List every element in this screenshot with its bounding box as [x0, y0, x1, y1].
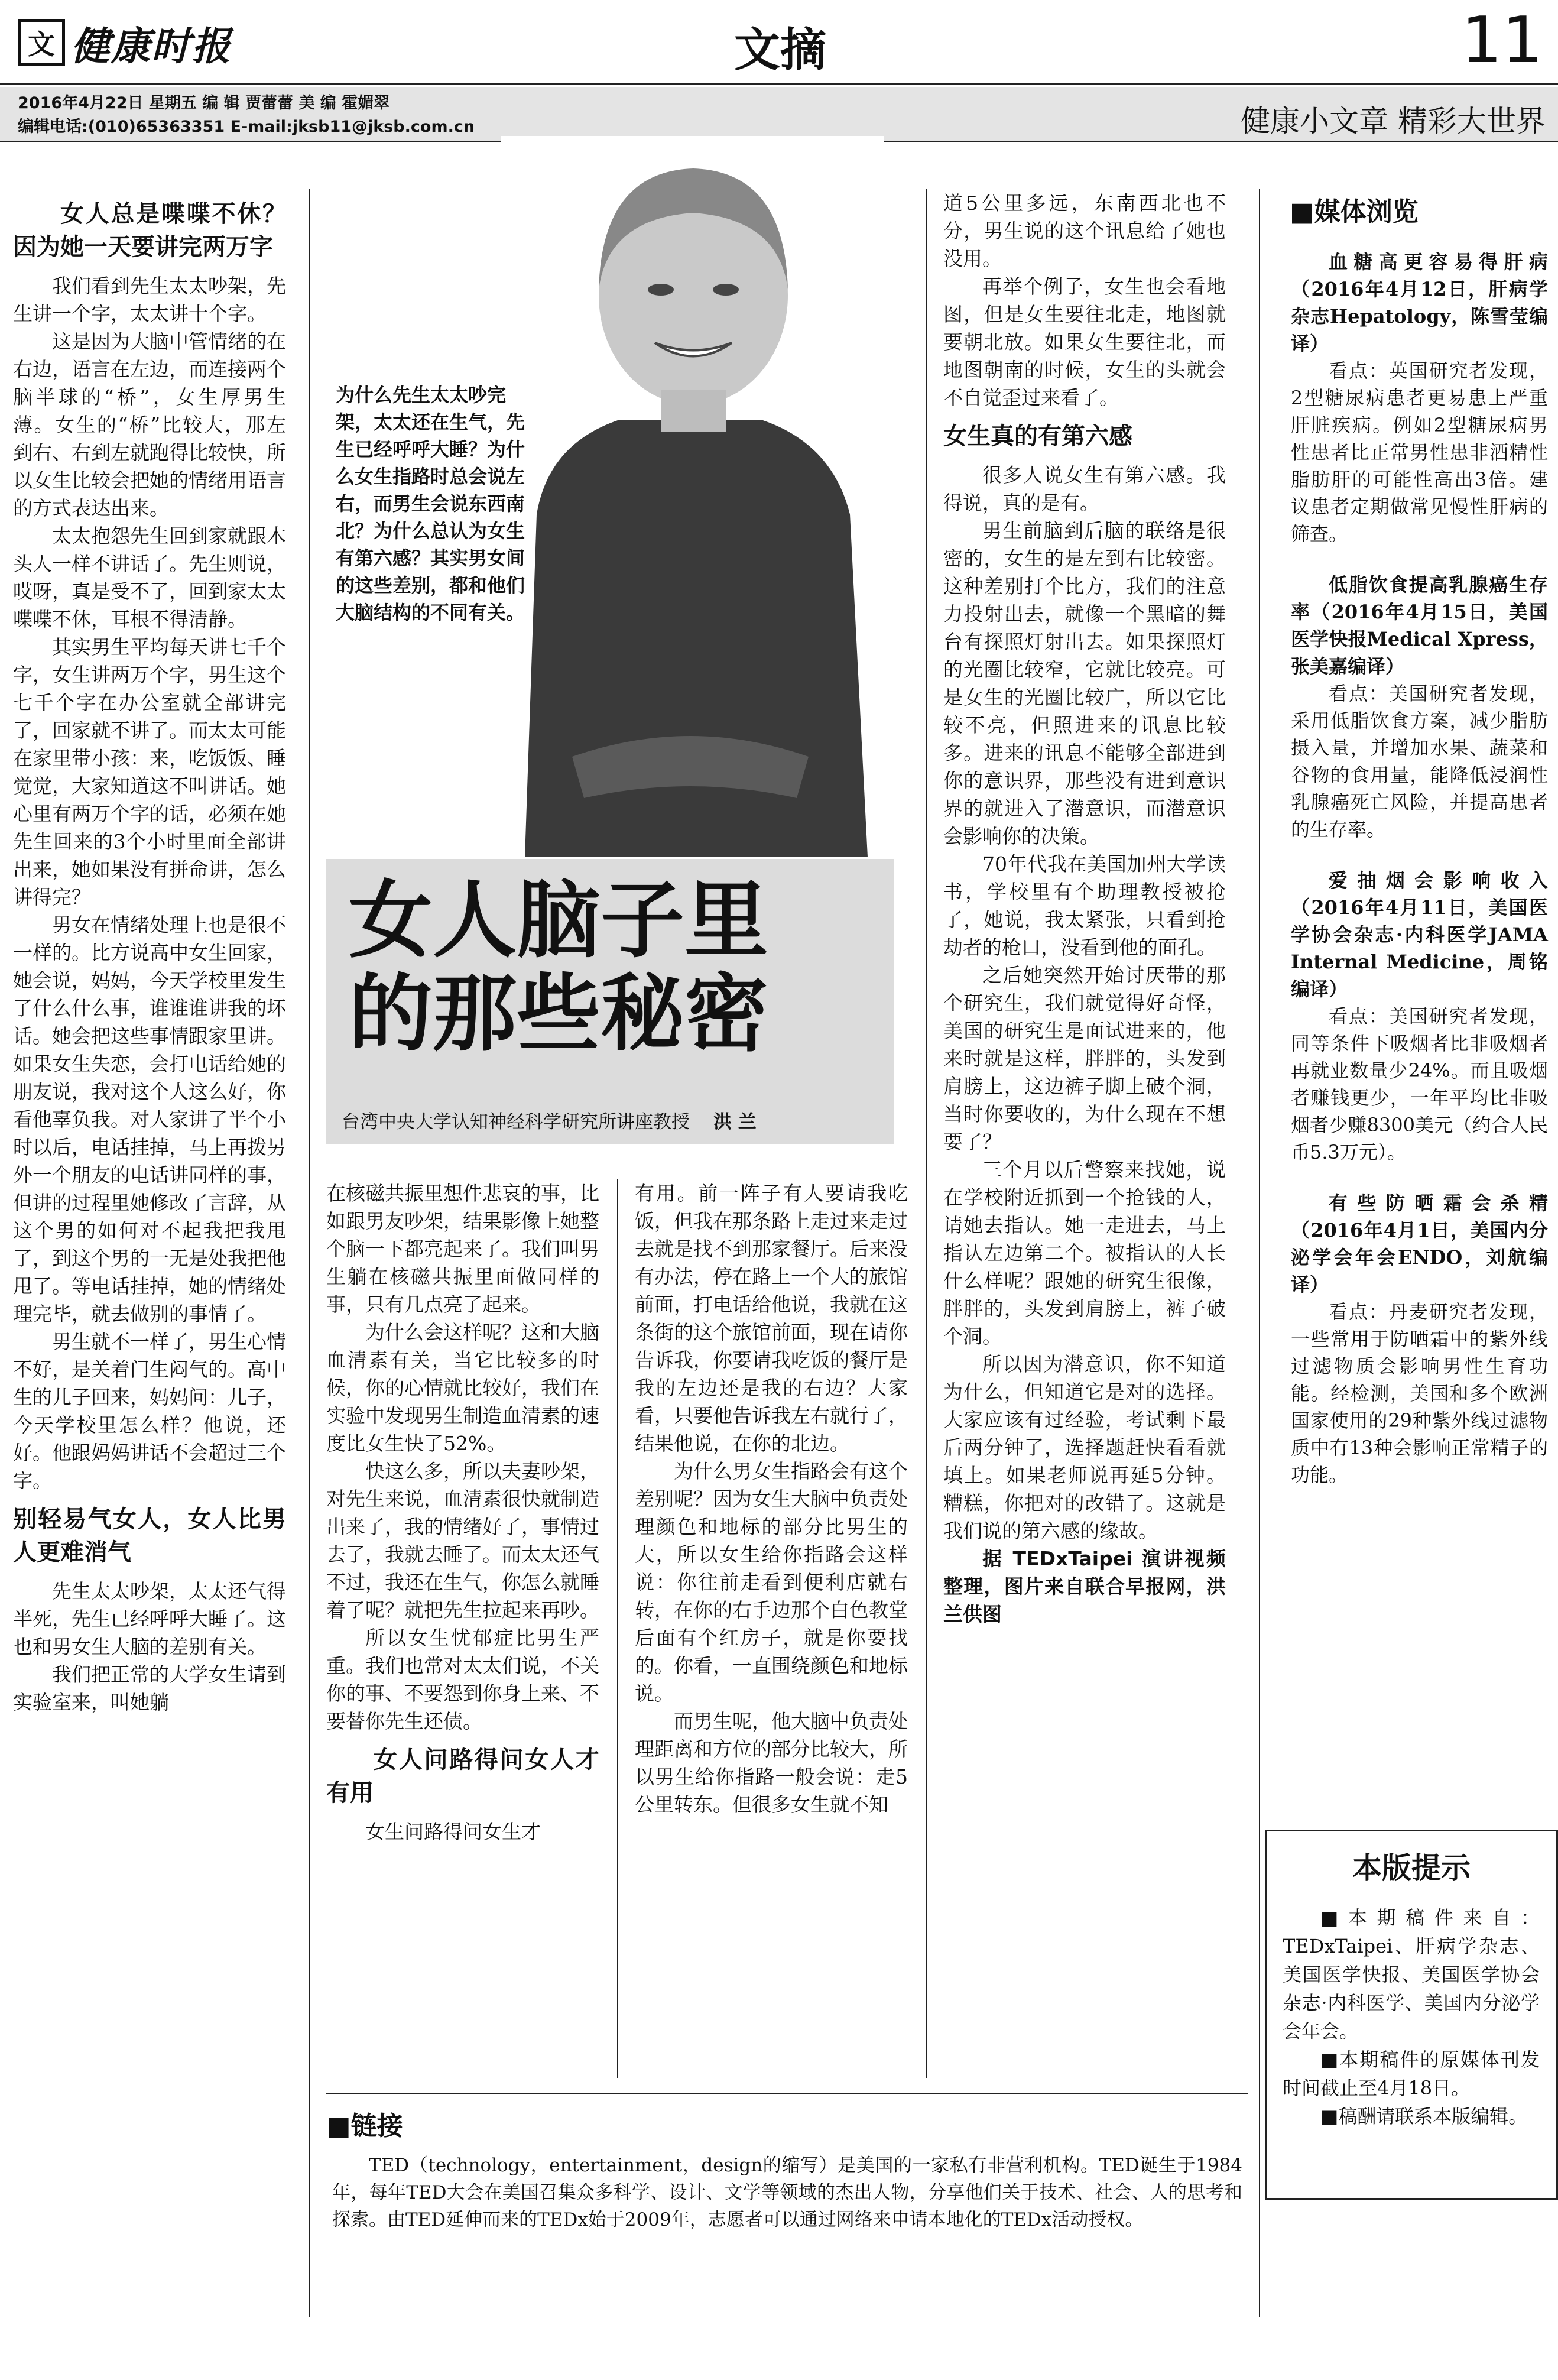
paragraph: 再举个例子，女生也会看地图，但是女生要往北走，地图就要朝北放。如果女生要往北，而地图朝南的时候，女生的头就会不自觉歪过来看了。: [943, 275, 1226, 409]
column-divider: [309, 189, 310, 2317]
headline-line-1: 女人脑子里: [349, 871, 768, 969]
newspaper-logo-icon: 文: [18, 19, 65, 66]
paragraph: 男生就不一样了，男生心情不好，是关着门生闷气的。高中生的儿子回来，妈妈问：儿子，今天学校里怎么样？他说，还好。他跟妈妈讲话不会超过三个字。: [13, 1330, 286, 1492]
tips-body: [1283, 1904, 1540, 2131]
paragraph: 我们把正常的大学女生请到实验室来，叫她躺: [13, 1663, 286, 1714]
tips-item: ■稿酬请联系本版编辑。: [1320, 2105, 1528, 2128]
news-body: 看点：丹麦研究者发现，一些常用于防晒霜中的紫外线过滤物质会影响男性生育功能。经检测，美国和多个欧洲国家使用的29种紫外线过滤物质中有13种会影响正常精子的功能。: [1291, 1301, 1548, 1486]
article-headline: [349, 871, 881, 1063]
paragraph: 快这么多，所以夫妻吵架，对先生来说，血清素很快就制造出来了，我的情绪好了，事情过去了，我就去睡了。而太太还气不过，我还在生气，你怎么就睡着了呢？就把先生拉起来再吵。: [326, 1460, 599, 1622]
paragraph: 男生前脑到后脑的联络是很密的，女生的是左到右比较密。这种差别打个比方，我们的注意力投射出去，就像一个黑暗的舞台有探照灯射出去。如果探照灯的光圈比较窄，它就比较亮。可是女生的光圈比较广，所以它比较不亮，但照进来的讯息比较多。进来的讯息不能够全部进到你的意识界，那些没有进到意识界的就进入了潜意识，而潜意识会影响你的决策。: [943, 519, 1226, 848]
masthead: [18, 13, 232, 72]
news-title: 有些防晒霜会杀精（2016年4月1日，美国内分泌学会年会ENDO，刘航编译）: [1291, 1192, 1548, 1296]
news-title: 血糖高更容易得肝病（2016年4月12日，肝病学杂志Hepatology，陈雪莹编译）: [1291, 251, 1548, 355]
paragraph: 女生问路得问女生才: [365, 1820, 541, 1843]
paragraph: 为什么会这样呢？这和大脑血清素有关，当它比较多的时候，你的心情就比较好，我们在实验中发现男生制造血清素的速度比女生快了52%。: [326, 1321, 599, 1455]
paragraph: 先生太太吵架，太太还气得半死，先生已经呼呼大睡了。这也和男女生大脑的差别有关。: [13, 1580, 286, 1658]
editor-contact: 编辑电话:(010)65363351 E-mail:jksb11@jksb.com.cn: [18, 118, 475, 136]
page-number: 11: [1461, 4, 1543, 77]
tips-item: ■本期稿件来自：TEDxTaipei、肝病学杂志、美国医学快报、美国医学协会杂志·内科医学、美国内分泌学会年会。: [1283, 1906, 1540, 2042]
link-paragraph: TED（technology，entertainment，design的缩写）是美国的一家私有非营利机构。TED诞生于1984年，每年TED大会在美国召集众多科学、设计、文学等领域的杰出人物，分享他们关于技术、社会、人的思考和探索。由TED延伸而来的TEDx始于2009年，志愿者可以通过网络来申请本地化的TEDx活动授权。: [332, 2155, 1242, 2230]
paragraph: 这是因为大脑中管情绪的在右边，语言在左边，而连接两个脑半球的“桥”，女生厚男生薄。女生的“桥”比较大，那左到右、右到左就跑得比较快，所以女生比较会把她的情绪用语言的方式表达出来。: [13, 330, 286, 520]
byline-author: 洪 兰: [713, 1111, 757, 1133]
paragraph: 所以女生忧郁症比男生严重。我们也常对太太们说，不关你的事、不要怨到你身上来、不要替你先生还债。: [326, 1626, 599, 1733]
header-rule: [0, 83, 1558, 85]
column-divider: [617, 1179, 618, 2078]
paragraph: 三个月以后警察来找她，说在学校附近抓到一个抢钱的人，请她去指认。她一走进去，马上指认左边第二个。被指认的人长什么样呢？跟她的研究生很像，胖胖的，头发到肩膀上，裤子破个洞。: [943, 1158, 1226, 1348]
media-browse-list: [1291, 248, 1548, 1512]
link-header: ■链接: [326, 2111, 403, 2141]
page-slogan: 健康小文章 精彩大世界: [1241, 104, 1546, 138]
paragraph: 之后她突然开始讨厌带的那个研究生，我们就觉得好奇怪，美国的研究生是面试进来的，他来时就是这样，胖胖的，头发到肩膀上，这边裤子脚上破个洞，当时你要收的，为什么现在不想要了？: [943, 964, 1226, 1153]
subheading-sixth-sense: 女生真的有第六感: [943, 423, 1132, 450]
news-body: 看点：英国研究者发现，2型糖尿病患者更易患上严重肝脏疾病。例如2型糖尿病男性患者比正常男性患非酒精性脂肪肝的可能性高出3倍。建议患者定期做常见慢性肝病的筛查。: [1291, 359, 1548, 545]
paragraph: 很多人说女生有第六感。我得说，真的是有。: [943, 463, 1226, 514]
paragraph: 太太抱怨先生回到家就跟木头人一样不讲话了。先生则说，哎呀，真是受不了，回到家太太喋喋不休，耳根不得清静。: [13, 524, 286, 631]
paragraph: 为什么男女生指路会有这个差别呢？因为女生大脑中负责处理颜色和地标的部分比男生的大，所以女生给你指路会这样说：你往前走看到便利店就右转，在你的右手边那个白色教堂后面有个红房子，就是你要找的。你看，一直围绕颜色和地标说。: [635, 1460, 908, 1705]
paragraph: 道5公里多远，东南西北也不分，男生说的这个讯息给了她也没用。: [943, 192, 1226, 270]
paragraph: 男女在情绪处理上也是很不一样的。比方说高中女生回家，她会说，妈妈，今天学校里发生了什么什么事，谁谁谁讲我的坏话。她会把这些事情跟家里讲。如果女生失恋，会打电话给她的朋友说，我对这个人这么好，你看他辜负我。对人家讲了半个小时以后，电话挂掉，马上再拨另外一个朋友的电话讲同样的事，但讲的过程里她修改了言辞，从这个男的如何对不起我把我甩了，到这个男的一无是处我把他甩了。等电话挂掉，她的情绪处理完毕，就去做别的事情了。: [13, 913, 286, 1325]
paragraph: 70年代我在美国加州大学读书，学校里有个助理教授被抢了，她说，我太紧张，只看到抢劫者的枪口，没看到他的面孔。: [943, 852, 1226, 959]
news-body: 看点：美国研究者发现，同等条件下吸烟者比非吸烟者再就业数量少24%。而且吸烟者赚钱更少，一年平均比非吸烟者少赚8300美元（约合人民币5.3万元）。: [1291, 1005, 1548, 1163]
tips-title: 本版提示: [1352, 1851, 1471, 1885]
tips-item: ■本期稿件的原媒体刊发时间截止至4月18日。: [1283, 2048, 1540, 2099]
paragraph: 有用。前一阵子有人要请我吃饭，但我在那条路上走过来走过去就是找不到那家餐厅。后来没有办法，停在路上一个大的旅馆前面，打电话给他说，我就在这条街的这个旅馆前面，现在请你告诉我，你要请我吃饭的餐厅是我的左边还是我的右边？大家看，只要他告诉我左右就行了，结果他说，在你的北边。: [635, 1182, 908, 1455]
news-item: [1291, 1189, 1548, 1489]
news-body: 看点：美国研究者发现，采用低脂饮食方案，减少脂肪摄入量，并增加水果、蔬菜和谷物的食用量，能降低浸润性乳腺癌死亡风险，并提高患者的生存率。: [1291, 682, 1548, 841]
pull-quote: 为什么先生太太吵完架，太太还在生气，先生已经呼呼大睡？为什么女生指路时总会说左右，而男生会说东西南北？为什么总认为女生有第六感？其实男女间的这些差别，都和他们大脑结构的不同有关。: [336, 384, 525, 624]
media-browse-header: ■媒体浏览: [1290, 197, 1419, 227]
paragraph: 而男生呢，他大脑中负责处理距离和方位的部分比较大，所以男生给你指路一般会说：走5公里转东。但很多女生就不知: [635, 1710, 908, 1816]
news-item: [1291, 867, 1548, 1166]
news-title: 低脂饮食提高乳腺癌生存率（2016年4月15日，美国医学快报Medical Xpress，张美嘉编译）: [1291, 573, 1548, 677]
byline: [342, 1107, 885, 1133]
paragraph: 我们看到先生太太吵架，先生讲一个字，太太讲十个字。: [13, 274, 286, 325]
link-top-rule: [326, 2093, 1248, 2094]
subheading-talkative: 女人总是喋喋不休？因为她一天要讲完两万字: [13, 200, 286, 261]
news-item: [1291, 571, 1548, 843]
headline-line-2: 的那些秘密: [349, 965, 768, 1063]
column-divider: [1259, 189, 1260, 2317]
news-item: [1291, 248, 1548, 547]
byline-title: 台湾中央大学认知神经科学研究所讲座教授: [342, 1111, 690, 1133]
newspaper-name: 健康时报: [71, 23, 232, 69]
article-source: 据 TEDxTaipei 演讲视频整理，图片来自联合早报网，洪兰供图: [943, 1547, 1226, 1626]
article-column-3: [635, 1179, 908, 1818]
paragraph: 所以因为潜意识，你不知道为什么，但知道它是对的选择。大家应该有过经验，考试剩下最后两分钟了，选择题赶快看看就填上。如果老师说再延5分钟。糟糕，你把对的改错了。这就是我们说的第六感的缘故。: [943, 1353, 1226, 1542]
section-title: 文摘: [733, 24, 826, 77]
news-title: 爱抽烟会影响收入（2016年4月11日，美国医学协会杂志·内科医学JAMA Internal Medicine，周铭编译）: [1291, 869, 1548, 1000]
paragraph: 在核磁共振里想件悲哀的事，比如跟男友吵架，结果影像上她整个脑一下都亮起来了。我们叫男生躺在核磁共振里面做同样的事，只有几点亮了起来。: [326, 1182, 599, 1316]
subheading-directions: 女人问路得问女人才有用: [326, 1746, 599, 1807]
link-body: [332, 2152, 1242, 2233]
issue-info: 2016年4月22日 星期五 编 辑 贾蕾蕾 美 编 霍媚翠: [18, 94, 390, 112]
article-column-4: [943, 189, 1226, 1628]
paragraph: 其实男生平均每天讲七千个字，女生讲两万个字，男生这个七千个字在办公室就全部讲完了，回家就不讲了。而太太可能在家里带小孩：来，吃饭饭、睡觉觉，大家知道这不叫讲话。她心里有两万个字的话，必须在她先生回来的3个小时里面全部讲出来，她如果没有拼命讲，怎么讲得完？: [13, 635, 286, 909]
article-column-1: [13, 189, 286, 1716]
article-column-2: [326, 1179, 599, 1846]
subheading-anger: 别轻易气女人，女人比男人更难消气: [13, 1506, 286, 1566]
column-divider: [926, 189, 927, 2078]
author-photo: [501, 136, 884, 857]
